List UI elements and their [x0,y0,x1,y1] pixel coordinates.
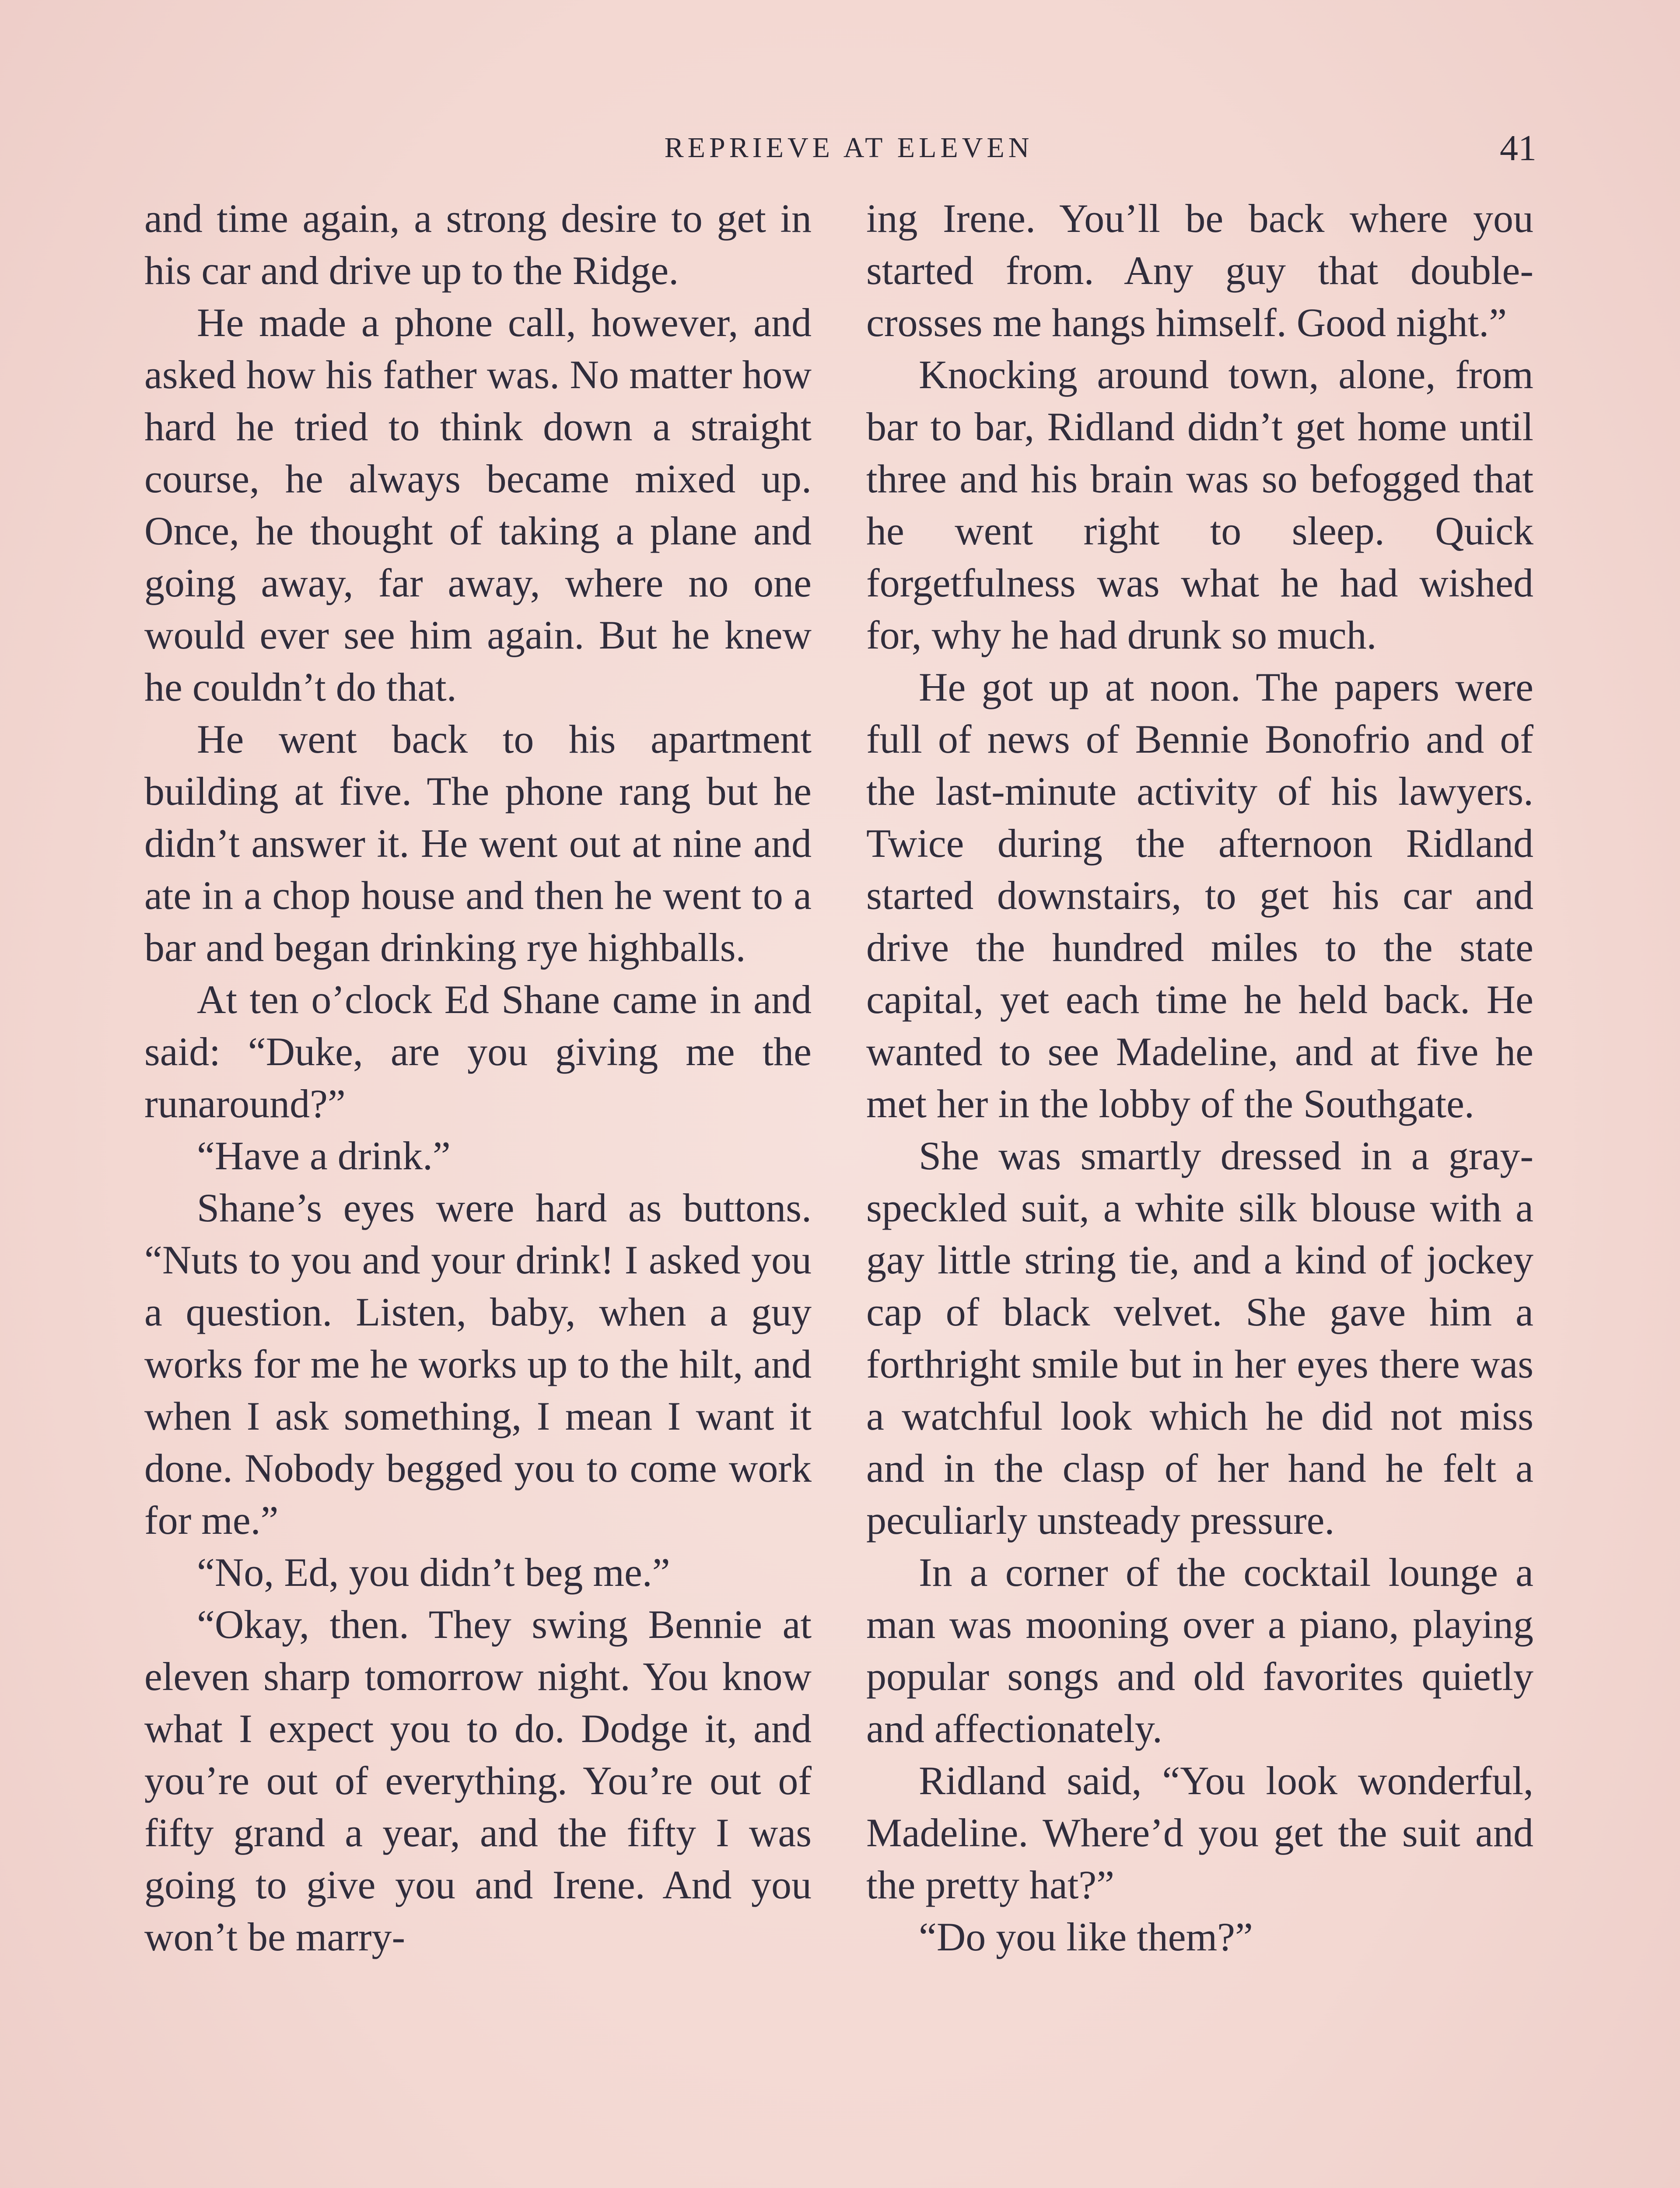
paragraph: In a corner of the cocktail lounge a man was mooning over a piano, playing popular songs and old favorites quietly and affectionately. [866,1550,1533,1751]
running-head [0,128,1680,175]
paragraph: Ridland said, “You look wonderful, Madeline. Where’d you get the suit and the pretty hat?” [866,1758,1533,1907]
paragraph: Shane’s eyes were hard as buttons. “Nuts to you and your drink! I asked you a question. Listen, baby, when a guy works for me he works up to the hilt, and when I ask something, I mean I want it done. Nobody begged you to come work for me.” [144,1185,812,1543]
paragraph: “Have a drink.” [197,1133,451,1178]
text-column-right [866,193,1533,2188]
paragraph: He went back to his apartment building at five. The phone rang but he didn’t answer it. He went out at nine and ate in a chop house and then he went to a bar and began drinking rye highballs. [144,717,812,970]
text-column-left [144,193,812,2188]
running-title: REPRIEVE AT ELEVEN [664,132,1033,164]
paragraph: “Do you like them?” [919,1914,1253,1959]
paragraph: He made a phone call, however, and asked how his father was. No matter how hard he tried to think down a straight course, he always became mixed up. Once, he thought of taking a plane and going away, far away, where no one would ever see him again. But he knew he couldn’t do that. [144,300,812,709]
paragraph: and time again, a strong desire to get in his car and drive up to the Ridge. [144,196,812,293]
paragraph: He got up at noon. The papers were full of news of Bennie Bonofrio and of the last-minute activity of his lawyers. Twice during the afternoon Ridland started downstairs, to get his car and drive the hundred miles to the state capital, yet each time he held back. He wanted to see Madeline, and at five he met her in the lobby of the Southgate. [866,665,1533,1126]
paragraph: “No, Ed, you didn’t beg me.” [197,1550,670,1595]
page-number: 41 [1500,128,1536,168]
paragraph: Knocking around town, alone, from bar to bar, Ridland didn’t get home until three and his brain was so befogged that he went right to sleep. Quick forgetfulness was what he had wished for, why he had drunk so much. [866,352,1533,657]
paragraph: “Okay, then. They swing Bennie at eleven sharp tomorrow night. You know what I expect you to do. Dodge it, and you’re out of everything. You’re out of fifty grand a year, and the fifty I was going to give you and Irene. And you won’t be marry- [144,1602,812,1959]
paragraph: She was smartly dressed in a gray-speckled suit, a white silk blouse with a gay little string tie, and a kind of jockey cap of black velvet. She gave him a forthright smile but in her eyes there was a watchful look which he did not miss and in the clasp of her hand he felt a peculiarly unsteady pressure. [866,1133,1533,1543]
paragraph: ing Irene. You’ll be back where you started from. Any guy that double-crosses me hangs himself. Good night.” [866,196,1533,345]
paragraph: At ten o’clock Ed Shane came in and said: “Duke, are you giving me the runaround?” [144,977,812,1126]
